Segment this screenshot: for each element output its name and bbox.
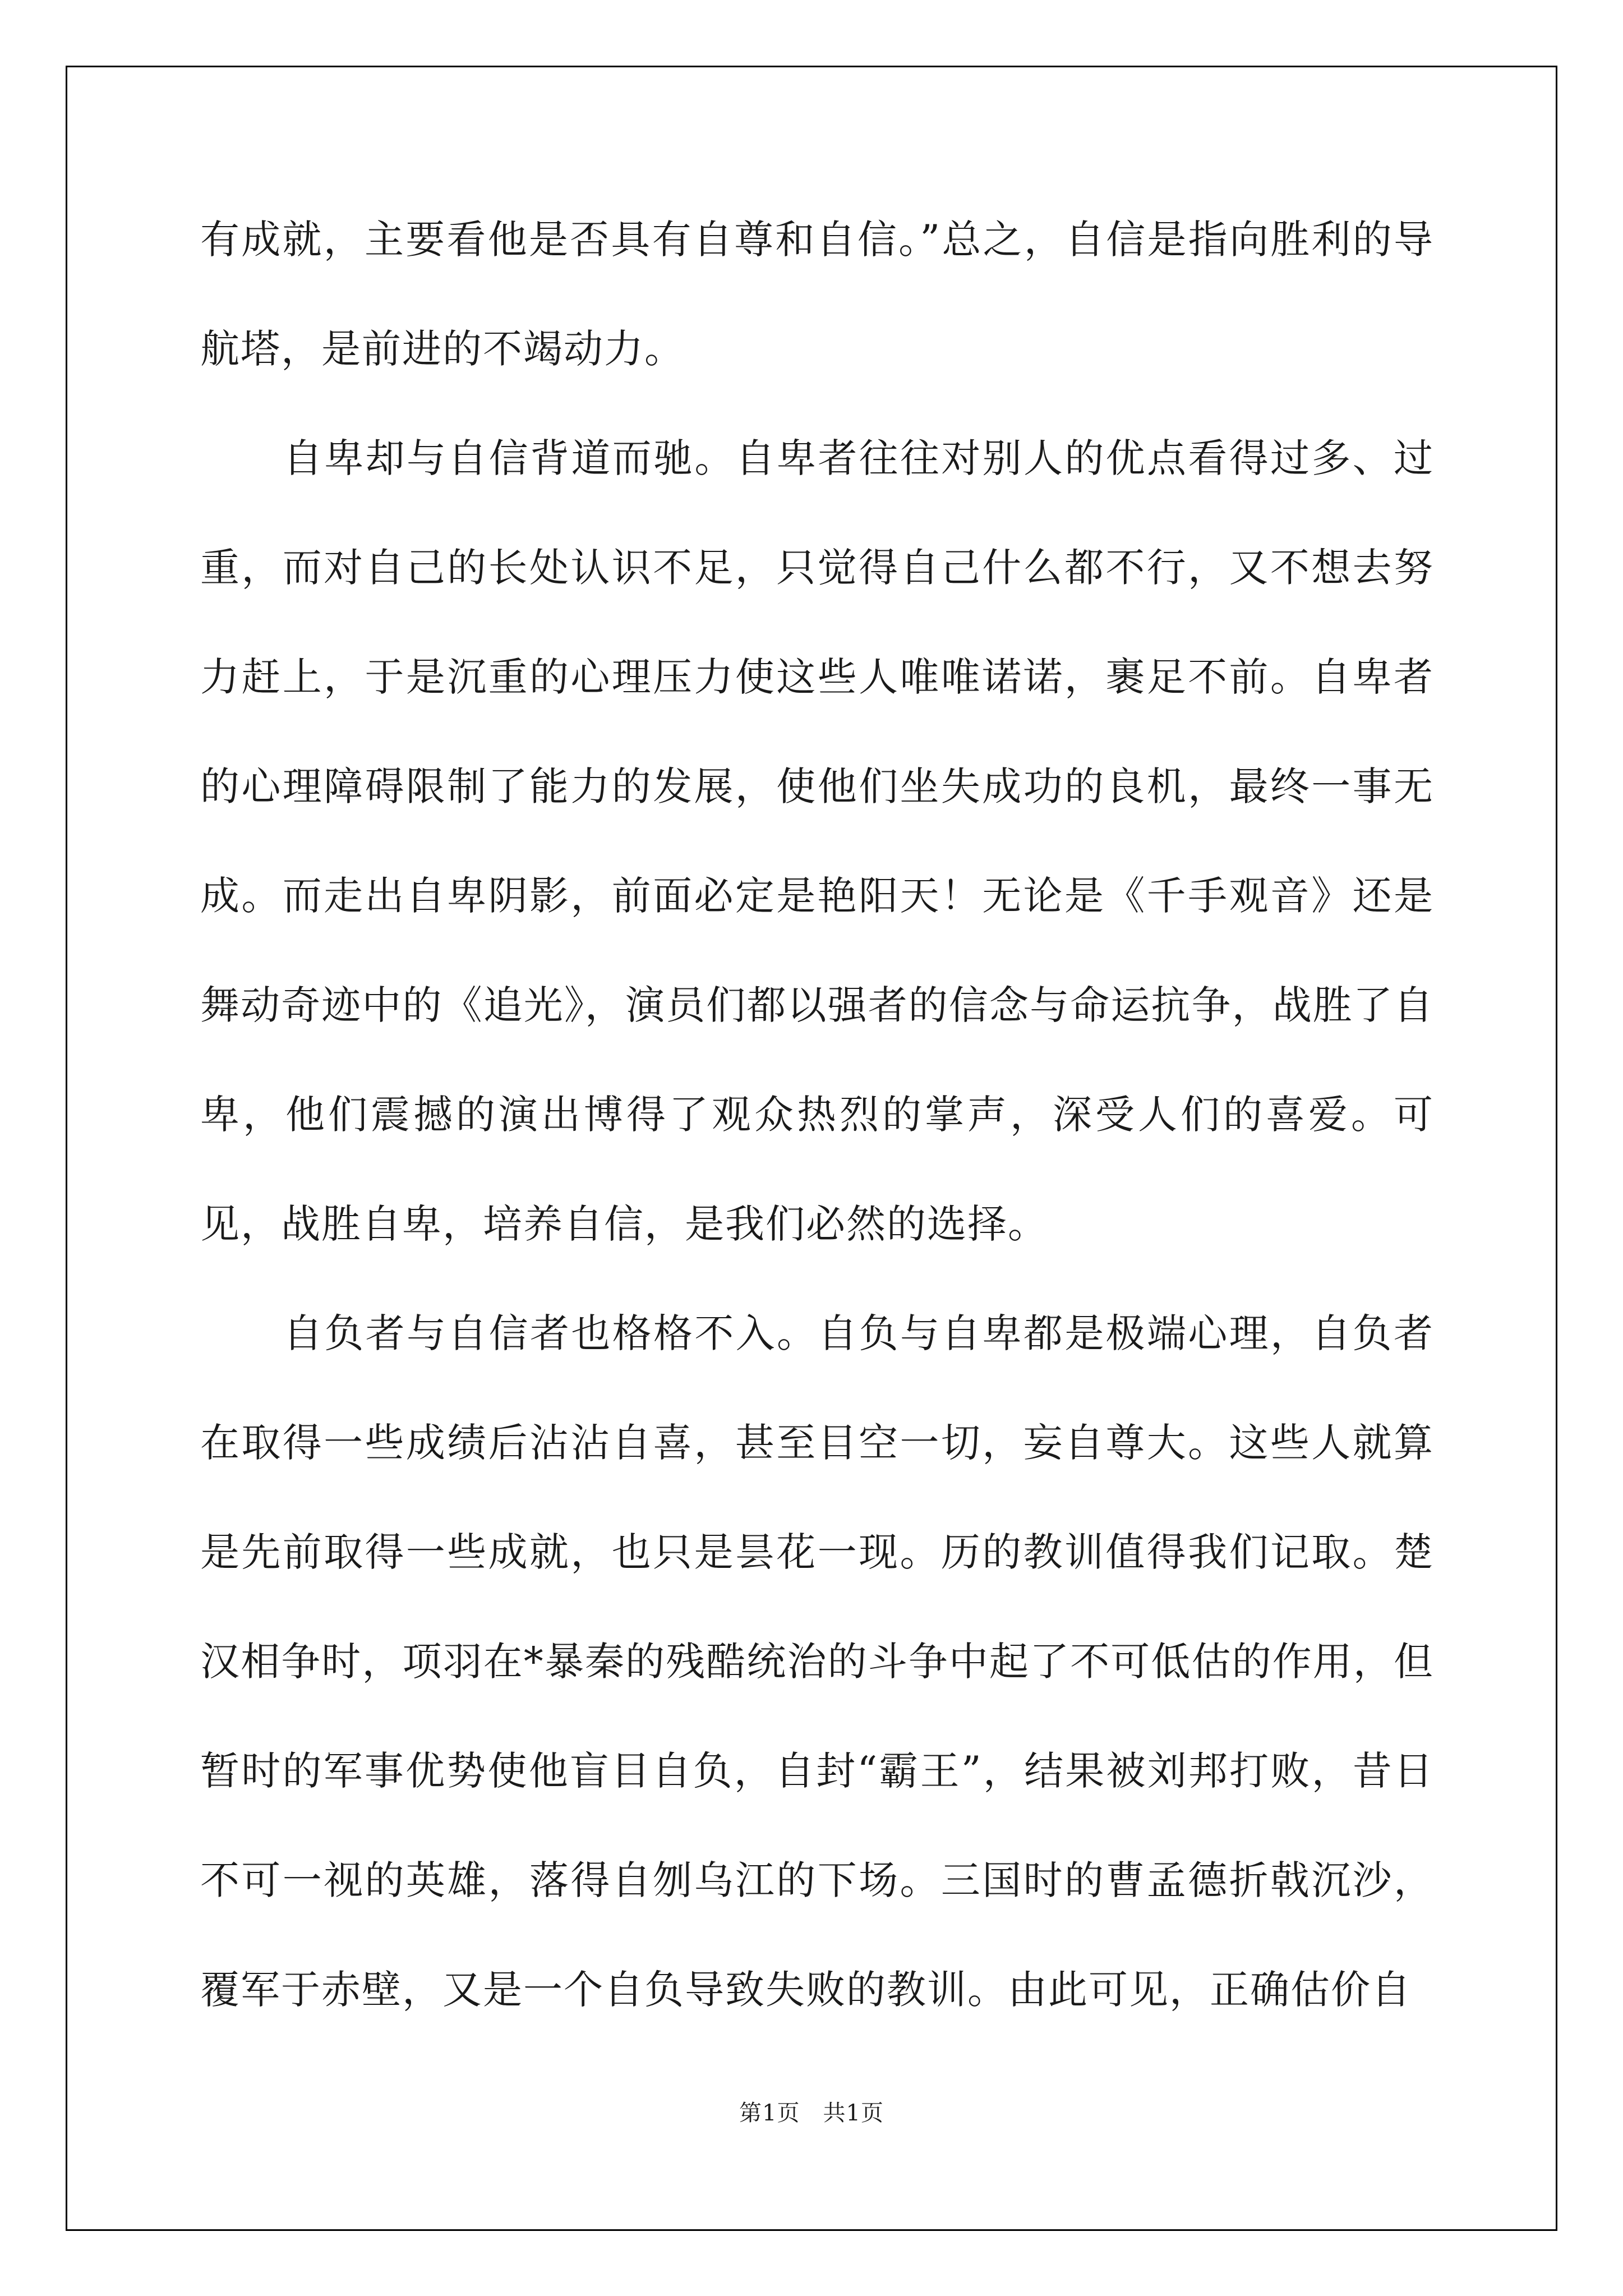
paragraph-1: 有成就，主要看他是否具有自尊和自信。”总之，自信是指向胜利的导航塔，是前进的不竭动力。 (200, 217, 1434, 372)
document-body (200, 185, 1434, 2045)
paragraph-2: 自卑却与自信背道而驰。自卑者往往对别人的优点看得过多、过重，而对自己的长处认识不足，只觉得自己什么都不行，又不想去努力赶上，于是沉重的心理压力使这些人唯唯诺诺，裹足不前。自卑者的心理障碍限制了能力的发展，使他们坐失成功的良机，最终一事无成。而走出自卑阴影，前面必定是艳阳天！无论是《千手观音》还是舞动奇迹中的《追光》，演员们都以强者的信念与命运抗争，战胜了自卑，他们震撼的演出博得了观众热烈的掌声，深受人们的喜爱。可见，战胜自卑，培养自信，是我们必然的选择。 (200, 435, 1434, 1247)
page-number-footer: 第1页 共1页 (739, 2100, 884, 2126)
paragraph-3: 自负者与自信者也格格不入。自负与自卑都是极端心理，自负者在取得一些成绩后沾沾自喜，甚至目空一切，妄自尊大。这些人就算是先前取得一些成就，也只是昙花一现。历的教训值得我们记取。楚汉相争时，项羽在*暴秦的残酷统治的斗争中起了不可低估的作用，但暂时的军事优势使他盲目自负，自封“霸王”，结果被刘邦打败，昔日不可一视的英雄，落得自刎乌江的下场。三国时的曹孟德折戟沉沙，覆军于赤壁，又是一个自负导致失败的教训。由此可见，正确估价自 (200, 1310, 1434, 2013)
